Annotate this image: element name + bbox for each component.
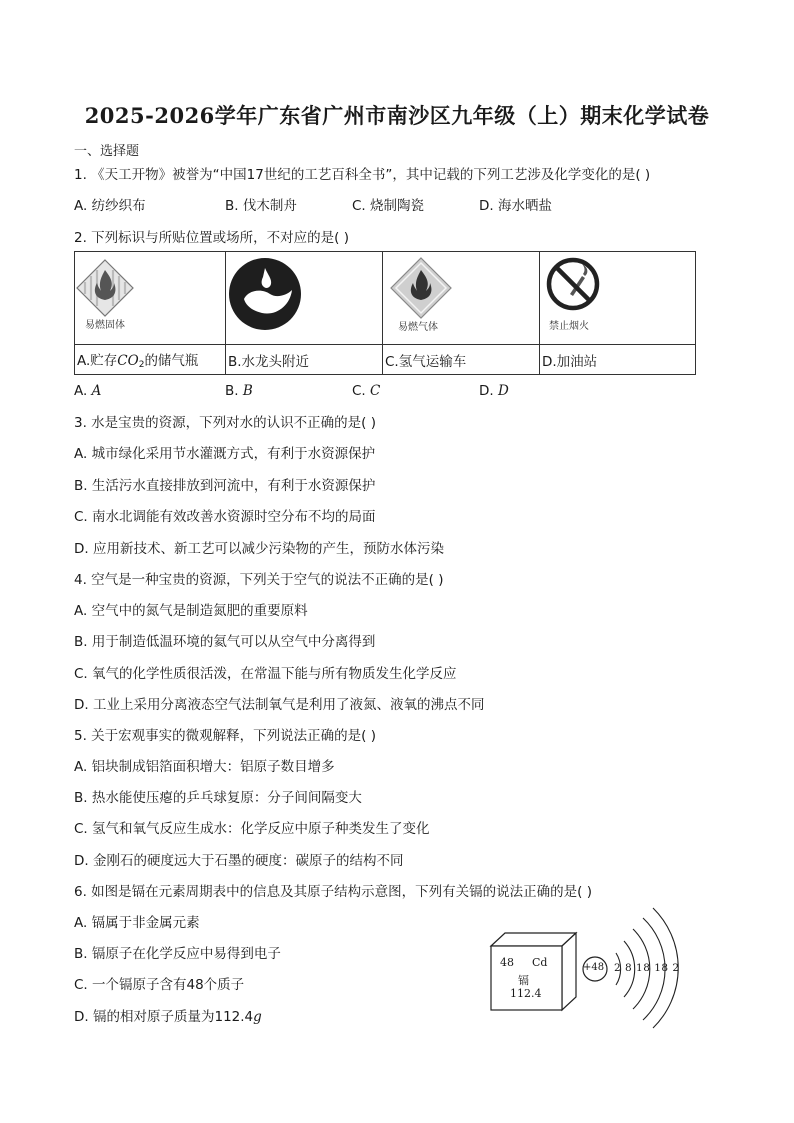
question-4-stem: 4. 空气是一种宝贵的资源，下列关于空气的说法不正确的是( ) [74,572,444,588]
q6-option-c: C. 一个镉原子含有48个质子 [74,977,245,993]
question-3-stem: 3. 水是宝贵的资源，下列对水的认识不正确的是( ) [74,415,376,431]
co2-subscript: 2 [138,360,145,370]
q6-option-a: A. 镉属于非金属元素 [74,915,200,931]
q1-option-a: A. 纺纱织布 [74,198,146,214]
q4-option-d: D. 工业上采用分离液态空气法制氧气是利用了液氮、液氧的沸点不同 [74,697,485,713]
q2-option-b: B. B [225,383,253,399]
caption-a-suffix: 的储气瓶 [144,353,199,369]
element-symbol: Cd [532,956,548,969]
q3-option-a: A. 城市绿化采用节水灌溉方式，有利于水资源保护 [74,446,376,462]
q6-option-d: D. 镉的相对原子质量为112.4g [74,1009,262,1025]
sign-label-flammable-solid: 易燃固体 [85,320,125,331]
caption-b: B.水龙头附近 [226,345,383,375]
q4-option-b: B. 用于制造低温环境的氦气可以从空气中分离得到 [74,634,376,650]
q4-option-a: A. 空气中的氮气是制造氮肥的重要原料 [74,603,308,619]
question-2-stem: 2. 下列标识与所贴位置或场所，不对应的是( ) [74,230,349,246]
sign-label-no-fire: 禁止烟火 [549,321,589,332]
q5-option-c: C. 氢气和氧气反应生成水：化学反应中原子种类发生了变化 [74,821,430,837]
co2-formula: CO [117,353,139,369]
q1-option-d: D. 海水晒盐 [479,198,552,214]
sign-label-flammable-gas: 易燃气体 [398,322,438,333]
caption-a-text: A.贮存 [77,353,118,369]
q3-option-b: B. 生活污水直接排放到河流中，有利于水资源保护 [74,478,376,494]
water-saving-sign-icon [226,252,382,344]
nucleus-charge: +48 [583,962,605,973]
q2-option-d: D. D [479,383,509,399]
sign-cell-b [226,252,383,345]
q3-option-d: D. 应用新技术、新工艺可以减少污染物的产生，预防水体污染 [74,541,444,557]
element-number: 48 [500,956,514,969]
caption-a [75,345,226,375]
q5-option-a: A. 铝块制成铝箔面积增大：铝原子数目增多 [74,759,335,775]
q3-option-c: C. 南水北调能有效改善水资源时空分布不均的局面 [74,509,376,525]
caption-d: D.加油站 [540,345,696,375]
signs-table [74,251,696,375]
q6-option-b: B. 镉原子在化学反应中易得到电子 [74,946,281,962]
q5-option-d: D. 金刚石的硬度远大于石墨的硬度：碳原子的结构不同 [74,853,404,869]
question-5-stem: 5. 关于宏观事实的微观解释，下列说法正确的是( ) [74,728,376,744]
element-card [488,930,588,1012]
question-1-stem: 1. 《天工开物》被誉为“中国17世纪的工艺百科全书”，其中记载的下列工艺涉及化学变化的是( ) [74,167,651,183]
page-title: 2025-2026学年广东省广州市南沙区九年级（上）期末化学试卷 [84,103,710,128]
atom-structure-diagram [578,905,688,1030]
caption-c: C.氢气运输车 [383,345,540,375]
electron-shell-counts: 2 8 18 18 2 [614,962,680,974]
section-heading: 一、选择题 [74,144,140,159]
sign-cell-c [383,252,540,345]
q1-option-b: B. 伐木制舟 [225,198,297,214]
q2-option-a: A. A [74,383,102,399]
sign-cell-a [75,252,226,345]
q4-option-c: C. 氧气的化学性质很活泼，在常温下能与所有物质发生化学反应 [74,666,457,682]
q2-option-c: C. C [352,383,381,399]
question-6-stem: 6. 如图是镉在元素周期表中的信息及其原子结构示意图，下列有关镉的说法正确的是( ) [74,884,592,900]
sign-cell-d [540,252,696,345]
element-name: 镉 [518,974,529,987]
element-mass: 112.4 [510,987,542,1000]
q1-option-c: C. 烧制陶瓷 [352,198,425,214]
q5-option-b: B. 热水能使压瘪的乒乓球复原：分子间间隔变大 [74,790,362,806]
